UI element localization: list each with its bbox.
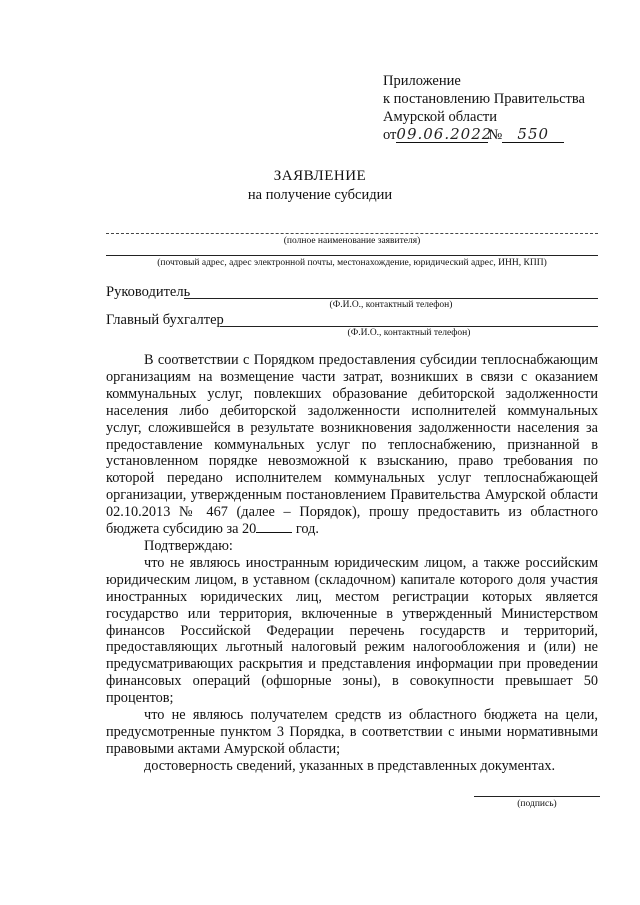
- applicant-name-line: [106, 233, 598, 234]
- paragraph-not-foreign: что не являюсь иностранным юридическим лицом, а также российским юридическим лицом, в уставном (складочном) капитале которого доля участия иностранных юридических лиц, местом регистрации которых является государство или территория, включенные в утвержденный Министерством финансов Российской Федерации перечень государств и территорий, предоставляющих льготный налоговый режим налогообложения и (или) не предусматривающих раскрытия и представления информации при проведении финансовых операций (офшорные зоны), в совокупности превышает 50 процентов;: [106, 554, 598, 707]
- handwritten-date: 09.06.2022: [396, 125, 493, 143]
- request-text-end: год.: [292, 521, 319, 538]
- from-label: от: [383, 127, 397, 143]
- paragraph-not-recipient: что не являюсь получателем средств из областного бюджета на цели, предусмотренные пунктом 3 Порядка, в соответствии с иными нормативными правовыми актами Амурской области;: [106, 707, 598, 757]
- head-label: Руководитель: [106, 284, 191, 300]
- address-line: [106, 255, 598, 256]
- head-caption: (Ф.И.О., контактный телефон): [329, 300, 453, 310]
- number-label: №: [488, 127, 503, 143]
- paragraph-accuracy: достоверность сведений, указанных в представленных документах.: [144, 757, 556, 774]
- appendix-title: Приложение: [383, 73, 461, 89]
- statement-body: [106, 352, 598, 775]
- appendix-line2: к постановлению Правительства: [383, 91, 585, 107]
- appendix-block: [383, 72, 585, 144]
- paragraph-request: [106, 352, 598, 538]
- appendix-date-line: [383, 126, 585, 144]
- signature-line: [474, 796, 600, 797]
- paragraph-confirm: Подтверждаю:: [144, 537, 233, 554]
- document-subtitle: на получение субсидии: [247, 187, 393, 203]
- year-blank-line: [256, 532, 292, 533]
- head-line: [184, 298, 598, 299]
- accountant-label: Главный бухгалтер: [106, 312, 224, 328]
- appendix-line3: Амурской области: [383, 109, 497, 125]
- accountant-line: [220, 326, 598, 327]
- request-text: В соответствии с Порядком предоставления субсидии теплоснабжающим организациям на возмещение части затрат, возникших в связи с оказанием коммунальных услуг, повлекших образование дебиторской задолженности населения либо дебиторской задолженности исполнителей коммунальных услуг, сложившейся в результате возникновения задолженности населения за предоставление коммунальных услуг по теплоснабжению, признанной в установленном порядке невозможной к взысканию, право требования по которой передано исполнителем коммунальных услуг теплоснабжающей организации, утвержденным постановлением Правительства Амурской области 02.10.2013 № 467 (далее – Порядок), прошу предоставить из областного бюджета субсидию за 20: [106, 352, 598, 538]
- handwritten-number: 550: [502, 127, 564, 143]
- signature-caption: (подпись): [517, 799, 557, 809]
- address-caption: (почтовый адрес, адрес электронной почты, местонахождение, юридический адрес, ИНН, КПП): [157, 258, 547, 268]
- applicant-caption: (полное наименование заявителя): [283, 236, 421, 246]
- accountant-caption: (Ф.И.О., контактный телефон): [347, 328, 471, 338]
- document-title: ЗАЯВЛЕНИЕ: [273, 168, 367, 184]
